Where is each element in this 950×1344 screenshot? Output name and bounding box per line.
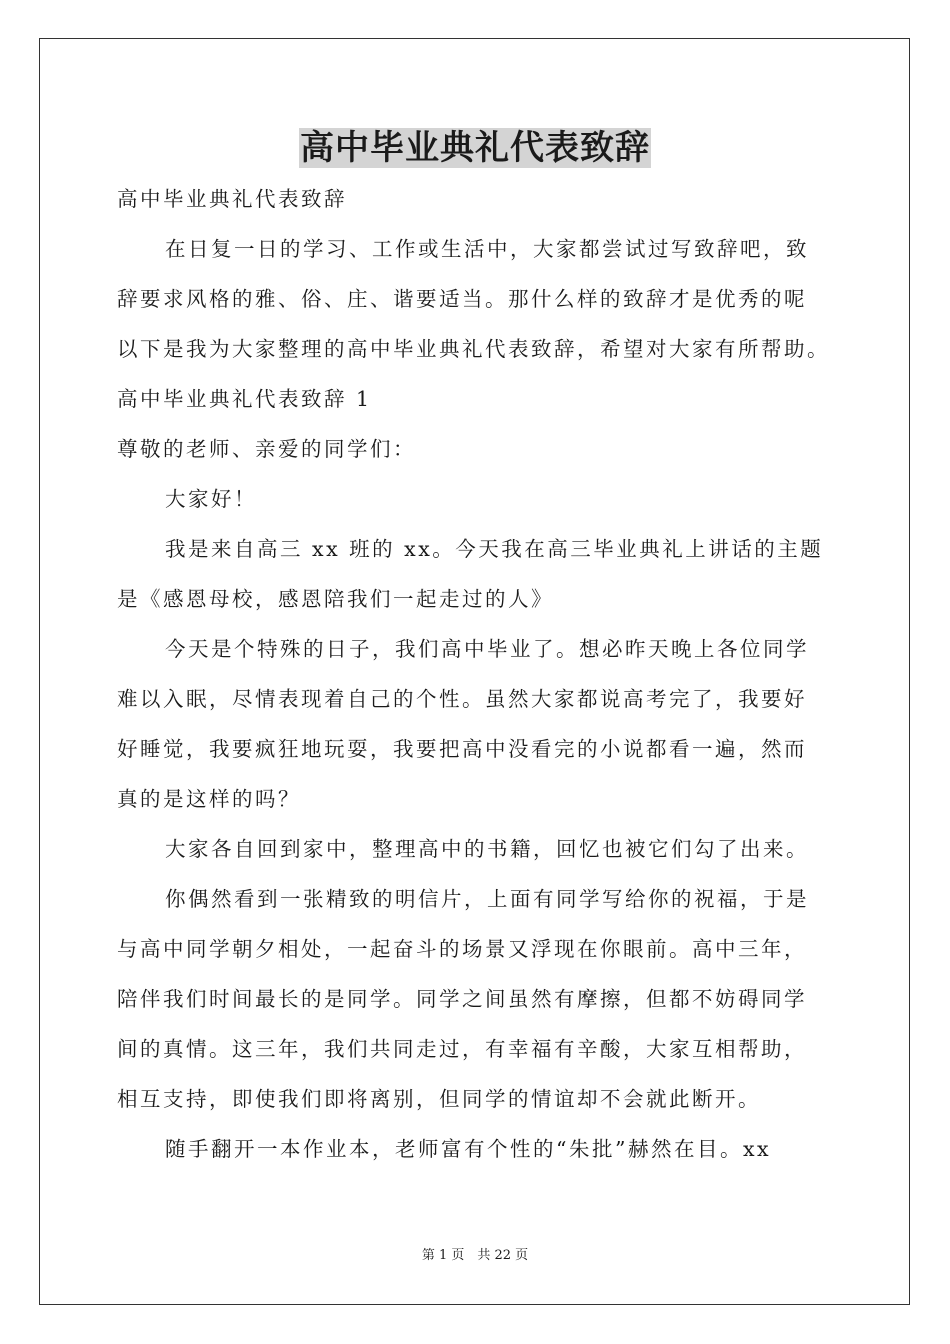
text-line: 好睡觉，我要疯狂地玩耍，我要把高中没看完的小说都看一遍，然而 xyxy=(117,737,807,761)
text-line: 以下是我为大家整理的高中毕业典礼代表致辞，希望对大家有所帮助。 xyxy=(117,337,830,361)
text-line: 真的是这样的吗？ xyxy=(117,787,301,811)
text-line: 你偶然看到一张精致的明信片，上面有同学写给你的祝福，于是 xyxy=(165,887,809,911)
salutation-line: 尊敬的老师、亲爱的同学们： xyxy=(117,437,416,461)
text-line: 是《感恩母校，感恩陪我们一起走过的人》 xyxy=(117,587,554,611)
text-line: 随手翻开一本作业本，老师富有个性的“朱批”赫然在目。xx xyxy=(165,1137,772,1161)
text-line: 在日复一日的学习、工作或生活中，大家都尝试过写致辞吧，致 xyxy=(165,237,809,261)
subtitle-line: 高中毕业典礼代表致辞 xyxy=(117,187,347,211)
section-heading: 高中毕业典礼代表致辞 1 xyxy=(117,387,372,411)
text-line: 我是来自高三 xx 班的 xx。今天我在高三毕业典礼上讲话的主题 xyxy=(165,537,824,561)
text-line: 辞要求风格的雅、俗、庄、谐要适当。那什么样的致辞才是优秀的呢 xyxy=(117,287,807,311)
greeting-line: 大家好！ xyxy=(165,487,257,511)
page-footer: 第 1 页 共 22 页 xyxy=(421,1248,529,1263)
text-line: 今天是个特殊的日子，我们高中毕业了。想必昨天晚上各位同学 xyxy=(165,637,809,661)
text-line: 陪伴我们时间最长的是同学。同学之间虽然有摩擦，但都不妨碍同学 xyxy=(117,987,807,1011)
document-title xyxy=(0,124,950,172)
document-title-text: 高中毕业典礼代表致辞 xyxy=(300,128,650,168)
text-line: 难以入眠，尽情表现着自己的个性。虽然大家都说高考完了，我要好 xyxy=(117,687,807,711)
text-line: 间的真情。这三年，我们共同走过，有幸福有辛酸，大家互相帮助， xyxy=(117,1037,807,1061)
page-frame xyxy=(39,38,910,1305)
text-line: 相互支持，即使我们即将离别，但同学的情谊却不会就此断开。 xyxy=(117,1087,761,1111)
text-line: 与高中同学朝夕相处，一起奋斗的场景又浮现在你眼前。高中三年， xyxy=(117,937,807,961)
text-line: 大家各自回到家中，整理高中的书籍，回忆也被它们勾了出来。 xyxy=(165,837,809,861)
